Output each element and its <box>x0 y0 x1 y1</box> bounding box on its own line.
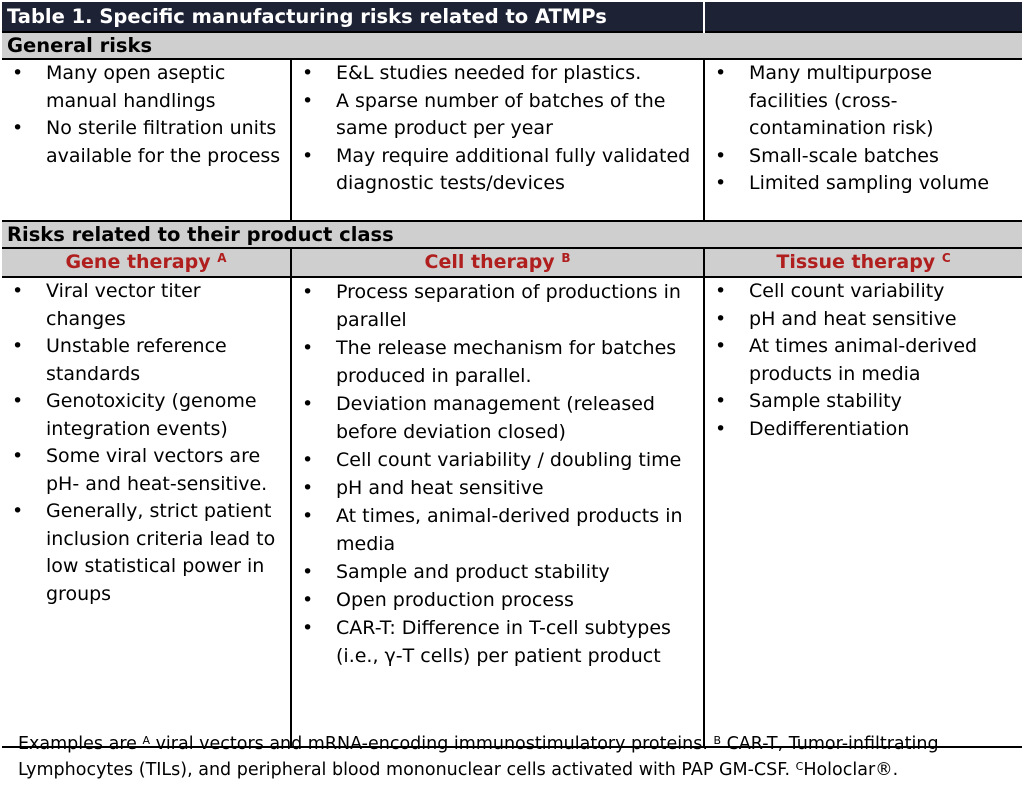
general-col-1 <box>2 59 291 221</box>
list-item: • Genotoxicity (genome integration events) <box>2 388 290 443</box>
table-title-filler <box>704 2 1022 32</box>
list-item: • Small-scale batches <box>705 143 1022 171</box>
list-item: • No sterile filtration units available for the process <box>2 115 290 170</box>
list-item: • Sample stability <box>705 388 1022 416</box>
list-item: • The release mechanism for batches produced in parallel. <box>292 334 703 390</box>
list-item: • Unstable reference standards <box>2 333 290 388</box>
list-item: • Many open aseptic manual handlings <box>2 60 290 115</box>
general-col-3 <box>704 59 1022 221</box>
list-item: • CAR-T: Difference in T-cell subtypes (i.e., γ-T cells) per patient product <box>292 614 703 670</box>
list-item: • May require additional fully validated diagnostic tests/devices <box>292 143 703 198</box>
tissue-therapy-risks <box>704 277 1022 747</box>
product-class-heading: Risks related to their product class <box>2 221 1022 248</box>
list-item: • Generally, strict patient inclusion criteria lead to low statistical power in groups <box>2 498 290 608</box>
list-item: • Cell count variability <box>705 278 1022 306</box>
footnote-c-sup: C <box>795 760 804 773</box>
list-item: • Process separation of productions in parallel <box>292 278 703 334</box>
list-item: • Cell count variability / doubling time <box>292 446 703 474</box>
list-item: • Open production process <box>292 586 703 614</box>
gene-therapy-risks <box>2 277 291 747</box>
gene-therapy-header <box>2 248 291 277</box>
table-title-row <box>2 2 1022 32</box>
cell-therapy-sup: B <box>561 251 571 265</box>
list-item: • At times, animal-derived products in media <box>292 502 703 558</box>
cell-therapy-risks <box>291 277 704 747</box>
general-risks-row <box>2 59 1022 221</box>
tissue-therapy-label: Tissue therapy <box>776 251 936 273</box>
list-item: • E&L studies needed for plastics. <box>292 60 703 88</box>
general-col-2 <box>291 59 704 221</box>
list-item: • At times animal-derived products in media <box>705 333 1022 388</box>
product-class-heading-row <box>2 221 1022 248</box>
product-class-row <box>2 277 1022 747</box>
list-item: • Sample and product stability <box>292 558 703 586</box>
list-item: • pH and heat sensitive <box>292 474 703 502</box>
table-title: Table 1. Specific manufacturing risks related to ATMPs <box>2 2 704 32</box>
table-footnote <box>18 731 1018 783</box>
list-item: • Limited sampling volume <box>705 170 1022 198</box>
gene-therapy-sup: A <box>217 251 227 265</box>
list-item: • Deviation management (released before deviation closed) <box>292 390 703 446</box>
tissue-therapy-header <box>704 248 1022 277</box>
footnote-b-sup: B <box>713 734 722 747</box>
risk-table <box>2 2 1022 748</box>
list-item: • Dedifferentiation <box>705 416 1022 444</box>
list-item: • A sparse number of batches of the same product per year <box>292 88 703 143</box>
general-risks-heading-row <box>2 32 1022 59</box>
cell-therapy-label: Cell therapy <box>424 251 555 273</box>
footnote-b-text: CAR-T, Tumor-infiltrating Lymphocytes (TILs), and peripheral blood mononuclear cells activated with PAP GM-CSF. <box>18 734 939 780</box>
gene-therapy-label: Gene therapy <box>65 251 211 273</box>
list-item: • pH and heat sensitive <box>705 306 1022 334</box>
footnote-a-sup: A <box>142 734 150 747</box>
footnote-prefix: Examples are <box>18 734 143 754</box>
tissue-therapy-sup: C <box>941 251 951 265</box>
list-item: • Viral vector titer changes <box>2 278 290 333</box>
column-headers <box>2 248 1022 277</box>
general-risks-heading: General risks <box>2 32 1022 59</box>
cell-therapy-header <box>291 248 704 277</box>
footnote-a-text: viral vectors and mRNA-encoding immunostimulatory proteins. <box>150 734 714 754</box>
footnote-c-text: Holoclar®. <box>803 760 899 780</box>
list-item: • Many multipurpose facilities (cross-contamination risk) <box>705 60 1022 143</box>
list-item: • Some viral vectors are pH- and heat-sensitive. <box>2 443 290 498</box>
